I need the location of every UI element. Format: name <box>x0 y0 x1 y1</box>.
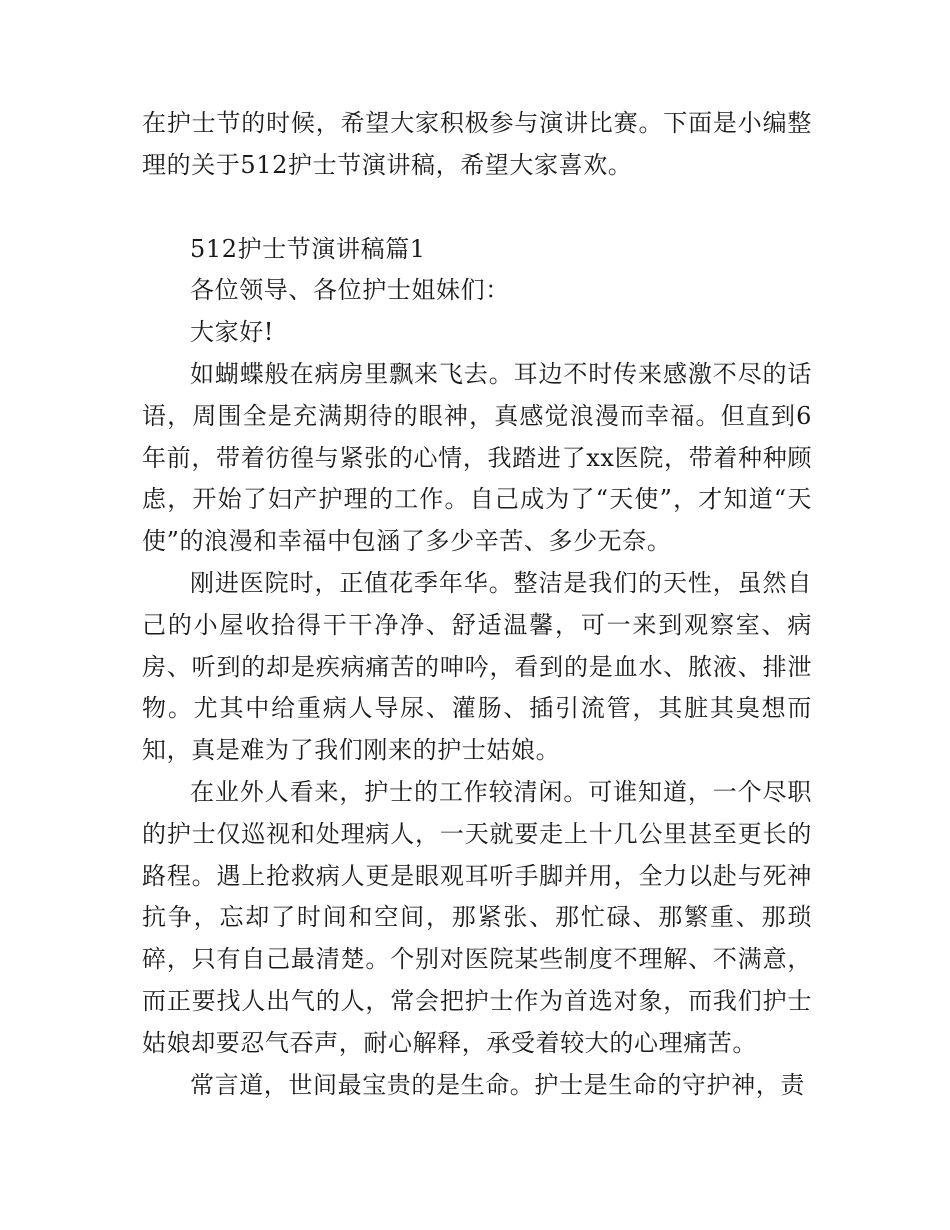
greeting: 大家好! <box>190 318 275 347</box>
body-paragraph: 如蝴蝶般在病房里飘来飞去。耳边不时传来感激不尽的话语，周围全是充满期待的眼神，真感觉浪漫而幸福。但直到6年前，带着彷徨与紧张的心情，我踏进了xx医院，带着种种顾虑，开始了妇产护理的工作。自己成为了“天使”，才知道“天使”的浪漫和幸福中包涵了多少辛苦、多少无奈。 <box>142 359 812 556</box>
body-paragraph: 刚进医院时，正值花季年华。整洁是我们的天性，虽然自己的小屋收拾得干干净净、舒适温馨，可一来到观察室、病房、听到的却是疾病痛苦的呻吟，看到的是血水、脓液、排泄物。尤其中给重病人导尿、灌肠、插引流管，其脏其臭想而知，真是难为了我们刚来的护士姑娘。 <box>142 568 812 765</box>
intro-paragraph: 在护士节的时候，希望大家积极参与演讲比赛。下面是小编整理的关于512护士节演讲稿，希望大家喜欢。 <box>142 109 812 179</box>
document-body <box>142 103 812 1106</box>
body-paragraph: 在业外人看来，护士的工作较清闲。可谁知道，一个尽职的护士仅巡视和处理病人，一天就要走上十几公里甚至更长的路程。遇上抢救病人更是眼观耳听手脚并用，全力以赴与死神抗争，忘却了时间和空间，那紧张、那忙碌、那繁重、那琐碎，只有自己最清楚。个别对医院某些制度不理解、不满意，而正要找人出气的人，常会把护士作为首选对象，而我们护士姑娘却要忍气吞声，耐心解释，承受着较大的心理痛苦。 <box>142 777 812 1057</box>
body-paragraph: 常言道，世间最宝贵的是生命。护士是生命的守护神，责 <box>190 1070 805 1099</box>
salutation: 各位领导、各位护士姐妹们： <box>190 276 510 305</box>
section-title: 512护士节演讲稿篇1 <box>190 234 426 263</box>
